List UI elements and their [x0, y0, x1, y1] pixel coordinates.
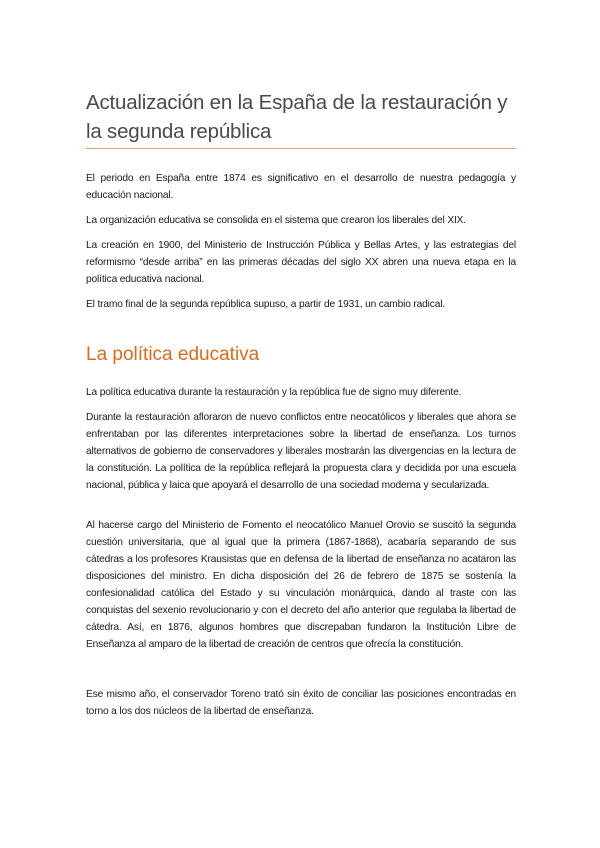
intro-paragraph-4: El tramo final de la segunda república supuso, a partir de 1931, un cambio radical.: [86, 299, 446, 310]
title-divider: [86, 148, 516, 149]
section-paragraph-3: Al hacerse cargo del Ministerio de Fomento el neocatólico Manuel Orovio se suscitó la segunda cuestión universitaria, que al igual que la primera (1867-1868), acabaría separando de sus cátedras a los profesores Krausistas que en defensa de la libertad de enseñanza no acataron las disposiciones del ministro. En dicha disposición del 26 de febrero de 1875 se sostenía la confesionalidad católica del Estado y su vinculación monárquica, dando al traste con las conquistas del sexenio revolucionario y con el decreto del año anterior que regulaba la libertad de cátedra. Así, en 1876, algunos hombres que discrepaban fundaron la Institución Libre de Enseñanza al amparo de la libertad de creación de centros que ofrecía la constitución.: [86, 520, 516, 650]
section-heading: La política educativa: [86, 344, 260, 365]
section-paragraph-2: Durante la restauración afloraron de nuevo conflictos entre neocatólicos y liberales que ahora se enfrentaban por las diferentes interpretaciones sobre la libertad de enseñanza. Los turnos alternativos de gobierno de conservadores y liberales mostrarán las divergencias en la lectura de la constitución. La política de la república reflejará la propuesta clara y decidida por una escuela nacional, pública y laica que apoyará el desarrollo de una sociedad moderna y secularizada.: [86, 412, 516, 491]
intro-paragraph-3: La creación en 1900, del Ministerio de Instrucción Pública y Bellas Artes, y las estrategias del reformismo “desde arriba” en las primeras décadas del siglo XX abren una nueva etapa en la política educativa nacional.: [86, 240, 516, 285]
section-paragraph-4: Ese mismo año, el conservador Toreno trató sin éxito de conciliar las posiciones encontradas en torno a los dos núcleos de la libertad de enseñanza.: [86, 689, 516, 717]
intro-paragraph-1: El periodo en España entre 1874 es significativo en el desarrollo de nuestra pedagogía y educación nacional.: [86, 173, 516, 201]
intro-paragraph-2: La organización educativa se consolida en el sistema que crearon los liberales del XIX.: [86, 215, 466, 226]
document-title: Actualización en la España de la restauración y la segunda república: [86, 91, 508, 143]
section-paragraph-1: La política educativa durante la restauración y la república fue de signo muy diferente.: [86, 387, 462, 398]
